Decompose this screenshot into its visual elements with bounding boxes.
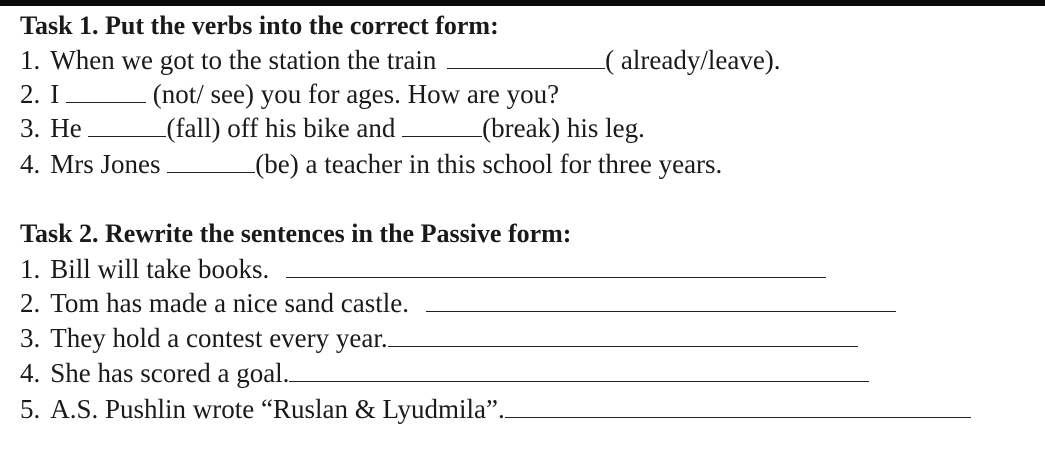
verb-hint: (not/ see) you for ages. How are you? <box>152 79 560 109</box>
sentence-text: He <box>50 113 82 143</box>
sentence-text: Tom has made a nice sand castle. <box>50 288 409 318</box>
answer-blank[interactable] <box>66 80 146 103</box>
answer-blank[interactable] <box>505 395 971 418</box>
sentence-text: Bill will take books. <box>50 254 270 284</box>
item-number: 1. <box>20 45 41 75</box>
item-number: 4. <box>20 358 41 388</box>
task2-item-3 <box>20 322 858 354</box>
answer-blank[interactable] <box>388 324 858 347</box>
sentence-text: A.S. Pushlin wrote “Ruslan & Lyudmila”. <box>50 394 505 424</box>
task2-item-2 <box>20 287 896 319</box>
task1-item-1 <box>20 44 781 76</box>
answer-blank[interactable] <box>286 255 826 278</box>
sentence-text: When we got to the station the train <box>50 45 437 75</box>
task1-item-4 <box>20 148 722 180</box>
item-number: 2. <box>20 288 41 318</box>
verb-hint: ( already/leave). <box>605 45 781 75</box>
task2-title: Task 2. Rewrite the sentences in the Passive form: <box>20 219 572 248</box>
answer-blank[interactable] <box>88 114 166 137</box>
item-number: 4. <box>20 149 41 179</box>
task2-item-4 <box>20 357 869 389</box>
item-number: 2. <box>20 79 41 109</box>
sentence-text: Mrs Jones <box>50 149 161 179</box>
sentence-text: I <box>50 79 60 109</box>
answer-blank[interactable] <box>167 150 255 173</box>
verb-hint: (be) a teacher in this school for three years. <box>255 149 723 179</box>
answer-blank[interactable] <box>447 46 605 69</box>
answer-blank[interactable] <box>402 114 482 137</box>
top-border <box>0 0 1045 6</box>
task1-item-3 <box>20 112 645 144</box>
item-number: 3. <box>20 113 41 143</box>
verb-hint: (fall) off his bike and <box>166 113 396 143</box>
task1-item-2 <box>20 78 559 110</box>
verb-hint: (break) his leg. <box>482 113 645 143</box>
sentence-text: They hold a contest every year. <box>50 323 388 353</box>
item-number: 5. <box>20 394 41 424</box>
task2-item-1 <box>20 253 826 285</box>
item-number: 3. <box>20 323 41 353</box>
task1-title: Task 1. Put the verbs into the correct form: <box>20 11 499 40</box>
item-number: 1. <box>20 254 41 284</box>
task2-item-5 <box>20 393 971 425</box>
answer-blank[interactable] <box>426 289 896 312</box>
sentence-text: She has scored a goal. <box>50 358 290 388</box>
answer-blank[interactable] <box>289 359 869 382</box>
